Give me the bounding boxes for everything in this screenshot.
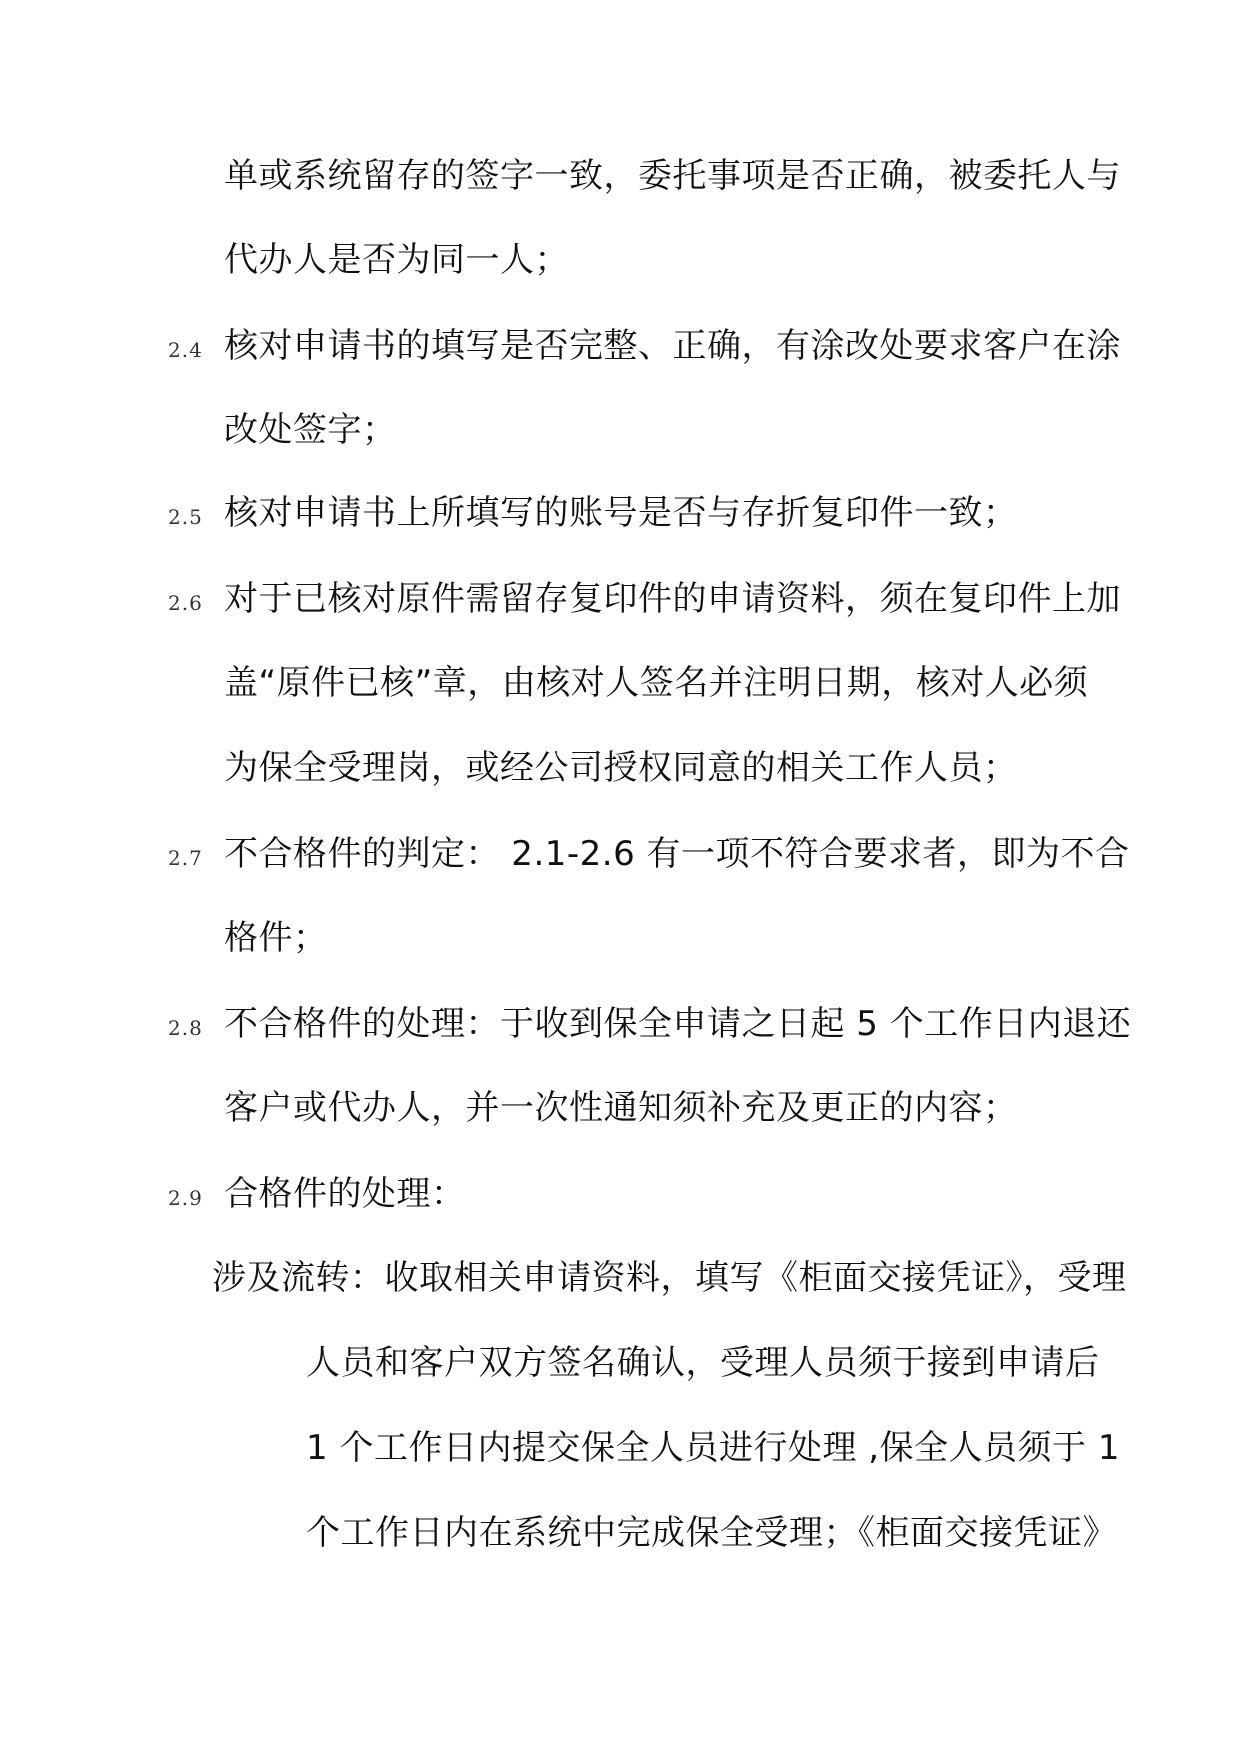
text-line: 合格件的处理：: [224, 1174, 466, 1214]
item-number: 2.9: [168, 1186, 203, 1210]
text-line: 核对申请书的填写是否完整、正确，有涂改处要求客户在涂: [224, 326, 1121, 366]
text-line: 1 个工作日内提交保全人员进行处理 ,保全人员须于 1: [306, 1428, 1120, 1468]
text-line: 涉及流转：收取相关申请资料，填写《柜面交接凭证》，受理: [212, 1258, 1127, 1298]
text-line: 个工作日内在系统中完成保全受理；《柜面交接凭证》: [306, 1513, 1117, 1553]
text-line: 代办人是否为同一人；: [224, 240, 569, 280]
item-number: 2.4: [168, 338, 203, 362]
item-number: 2.7: [168, 846, 203, 870]
text-line: 不合格件的处理：于收到保全申请之日起 5 个工作日内退还: [224, 1004, 1132, 1044]
text-line: 格件；: [224, 918, 328, 958]
text-line: 客户或代办人，并一次性通知须补充及更正的内容；: [224, 1088, 1018, 1128]
text-line: 核对申请书上所填写的账号是否与存折复印件一致；: [224, 493, 1018, 533]
text-line: 不合格件的判定： 2.1-2.6 有一项不符合要求者，即为不合: [224, 834, 1130, 874]
text-line: 人员和客户双方签名确认，受理人员须于接到申请后: [306, 1343, 1100, 1383]
item-number: 2.8: [168, 1016, 203, 1040]
item-number: 2.6: [168, 591, 203, 615]
text-line: 改处签字；: [224, 410, 397, 450]
item-number: 2.5: [168, 505, 203, 529]
text-line: 盖“原件已核”章，由核对人签名并注明日期，核对人必须: [224, 663, 1089, 703]
text-line: 单或系统留存的签字一致，委托事项是否正确，被委托人与: [224, 156, 1121, 196]
text-line: 对于已核对原件需留存复印件的申请资料，须在复印件上加: [224, 579, 1121, 619]
text-line: 为保全受理岗，或经公司授权同意的相关工作人员；: [224, 748, 1018, 788]
